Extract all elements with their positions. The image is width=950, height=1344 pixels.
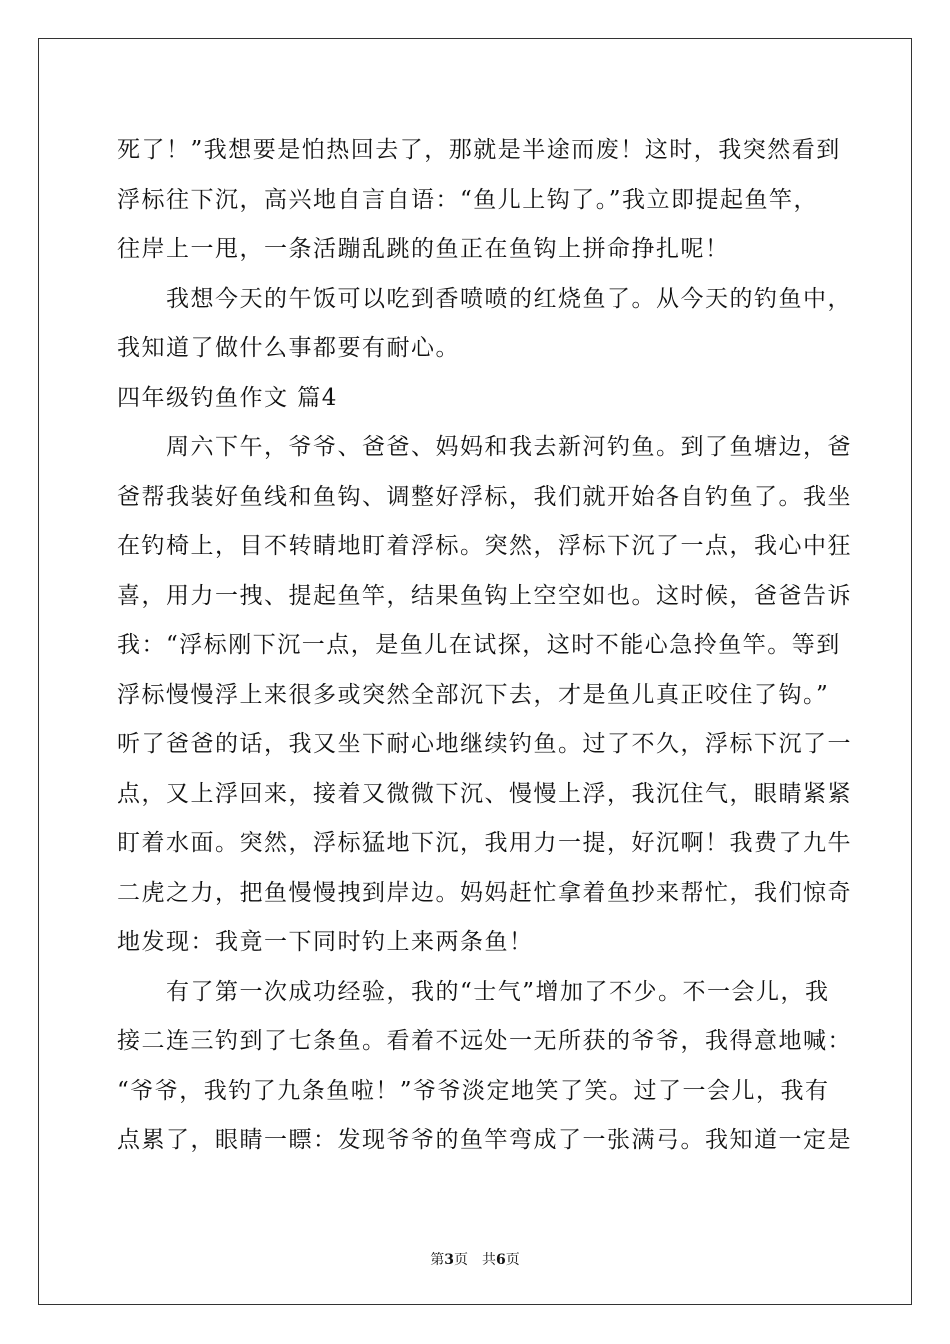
total-pages: 6 — [496, 1252, 506, 1268]
text-line: 我想今天的午饭可以吃到香喷喷的红烧鱼了。从今天的钓鱼中， — [117, 285, 852, 312]
text-line: 盯着水面。突然，浮标猛地下沉，我用力一提，好沉啊！我费了九牛 — [117, 830, 852, 856]
text-line: 接二连三钓到了七条鱼。看着不远处一无所获的爷爷，我得意地喊： — [117, 1028, 852, 1054]
text-line: 点累了，眼睛一瞟：发现爷爷的鱼竿弯成了一张满弓。我知道一定是 — [117, 1127, 852, 1153]
page-number: 3 — [444, 1252, 454, 1268]
text-line: 在钓椅上，目不转睛地盯着浮标。突然，浮标下沉了一点，我心中狂 — [117, 533, 852, 559]
text-line: 死了！”我想要是怕热回去了，那就是半途而废！这时，我突然看到 — [117, 137, 841, 163]
text-line: 点，又上浮回来，接着又微微下沉、慢慢上浮，我沉住气，眼睛紧紧 — [117, 780, 852, 807]
page-suffix: 页 — [454, 1252, 468, 1268]
text-line: 浮标慢慢浮上来很多或突然全部沉下去，才是鱼儿真正咬住了钩。” — [117, 681, 830, 708]
text-line: 周六下午，爷爷、爸爸、妈妈和我去新河钓鱼。到了鱼塘边，爸 — [117, 434, 852, 460]
page-prefix: 第 — [430, 1252, 445, 1268]
text-line: 我：“浮标刚下沉一点，是鱼儿在试探，这时不能心急拎鱼竿。等到 — [117, 632, 841, 658]
text-line: 二虎之力，把鱼慢慢拽到岸边。妈妈赶忙拿着鱼抄来帮忙，我们惊奇 — [117, 879, 852, 906]
page-footer — [0, 1249, 950, 1269]
text-line: 往岸上一甩，一条活蹦乱跳的鱼正在鱼钩上拼命挣扎呢！ — [117, 236, 730, 262]
text-line: 爸帮我装好鱼线和鱼钩、调整好浮标，我们就开始各自钓鱼了。我坐 — [117, 483, 852, 510]
section-heading: 四年级钓鱼作文 篇4 — [117, 384, 338, 411]
total-prefix: 共 — [482, 1252, 496, 1268]
text-line: 听了爸爸的话，我又坐下耐心地继续钓鱼。过了不久，浮标下沉了一 — [117, 731, 852, 757]
text-line: “爷爷，我钓了九条鱼啦！”爷爷淡定地笑了笑。过了一会儿，我有 — [117, 1077, 830, 1104]
text-line: 浮标往下沉，高兴地自言自语：“鱼儿上钩了。”我立即提起鱼竿， — [117, 186, 819, 213]
text-line: 地发现：我竟一下同时钓上来两条鱼！ — [117, 929, 534, 955]
total-suffix: 页 — [505, 1252, 520, 1268]
text-line: 有了第一次成功经验，我的“士气”增加了不少。不一会儿，我 — [117, 978, 830, 1005]
text-line: 喜，用力一拽、提起鱼竿，结果鱼钩上空空如也。这时候，爸爸告诉 — [117, 582, 852, 609]
text-line: 我知道了做什么事都要有耐心。 — [117, 335, 460, 361]
document-body — [117, 126, 852, 1166]
